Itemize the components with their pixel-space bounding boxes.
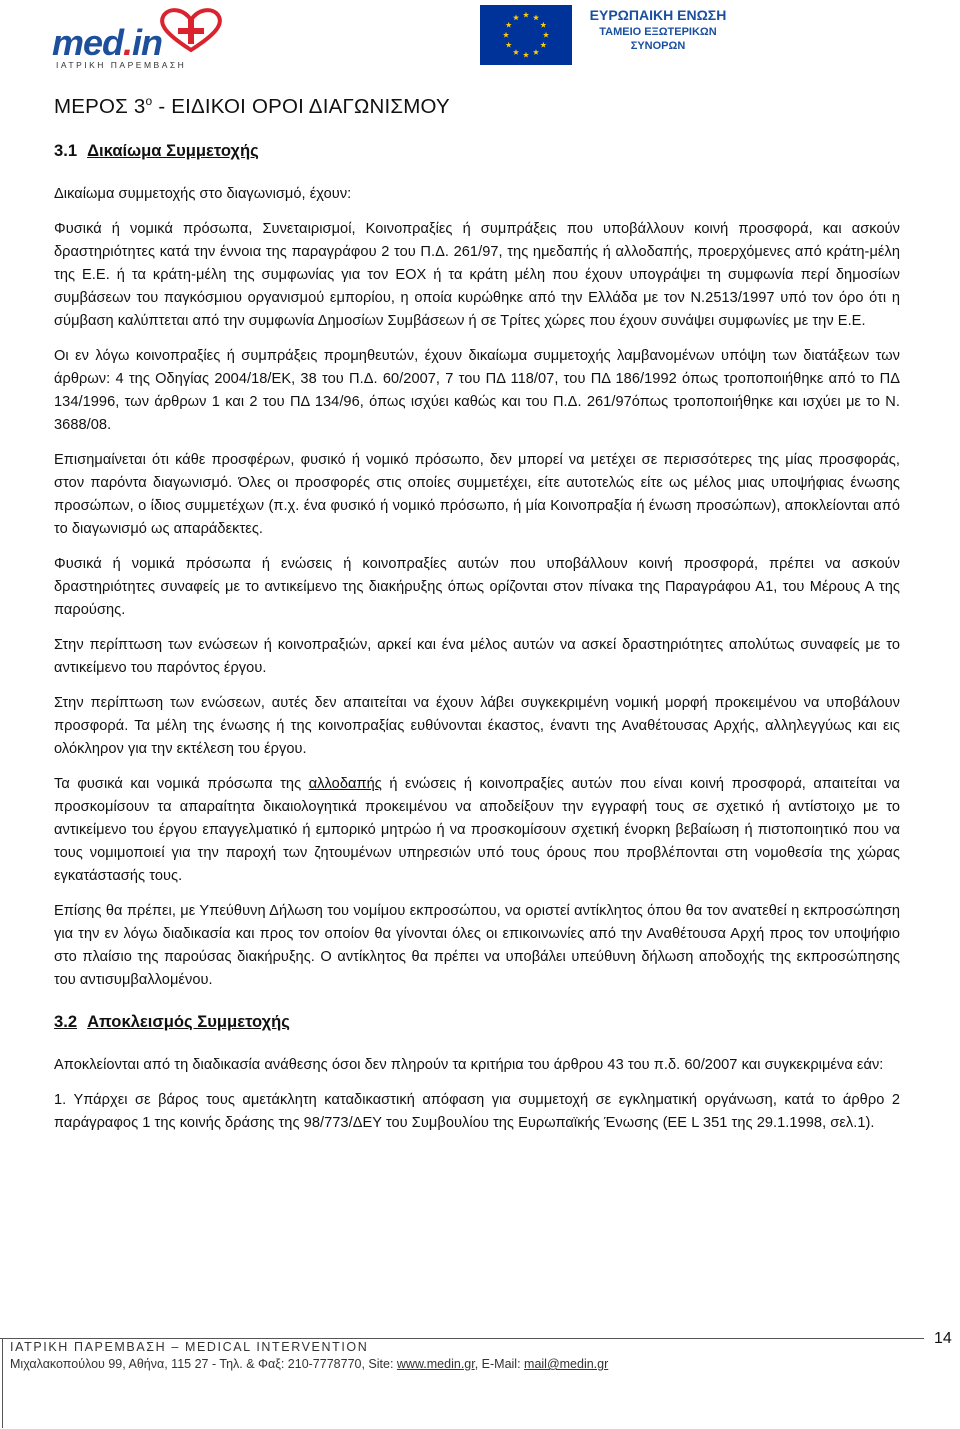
eu-stars [480,5,572,65]
paragraph: Δικαίωμα συμμετοχής στο διαγωνισμό, έχουν: [54,185,352,202]
list-item: 1. Υπάρχει σε βάρος τους αμετάκλητη καταδικαστική απόφαση για συμμετοχή σε εγκληματική οργάνωση, κατά το άρθρο 2 παράγραφος 1 της κοινής δράσης της 98/773/ΔΕΥ του Συμβουλίου της Ευρωπαϊκής Ένωσης (ΕΕ L 351 της 29.1.1998, σελ.1). [54,1091,900,1131]
eu-star [543,32,549,38]
paragraph: Στην περίπτωση των ενώσεων, αυτές δεν απαιτείται να έχουν λάβει συγκεκριμένη νομική μορφή προκειμένου να υποβάλουν προσφορά. Τα μέλη της ένωσης ή της κοινοπραξίας ευθύνονται έκαστος, έναντι της Αναθέτουσας Αρχής, αλληλεγγύως και εις ολόκληρον για την εκτέλεση του έργου. [54,694,900,757]
eu-star [540,42,546,48]
paragraph: Επίσης θα πρέπει, με Υπεύθυνη Δήλωση του νομίμου εκπροσώπου, να οριστεί αντίκλητος όπου θα τον ανατεθεί η εκπροσώπηση για την εν λόγω διαδικασία και προς τον οποίον θα γίνονται όλες οι επικοινωνίες από την Αναθέτουσα Αρχή προς τον υποψήφιο στο πλαίσιο της παρούσας διακήρυξης. Ο αντίκλητος θα πρέπει να υποβάλει υπεύθυνη δήλωση αποδοχής της εκπροσώπησης του αντισυμβαλλομένου. [54,902,900,988]
medin-logo [52,8,352,72]
eu-star [533,49,539,55]
footer-contact: Μιχαλακοπούλου 99, Αθήνα, 115 27 - Τηλ. & Φαξ: 210-7778770, Site: www.medin.gr, E-Mail: mail@medin.gr [10,1357,609,1371]
logo-wordmark: med.in [52,22,163,63]
eu-flag-icon [480,5,572,65]
paragraph: Φυσικά ή νομικά πρόσωπα, Συνεταιρισμοί, Κοινοπραξίες ή συμπράξεις που υποβάλλουν κοινή προσφορά, και ασκούν δραστηριότητες κατά την έννοια της παραγράφου 2 του Π.Δ. 261/97, της ημεδαπής ή αλλοδαπής, προερχόμενες από κράτη-μέλη της Ε.Ε. ή τα κράτη-μέλη της συμφωνίας για τον ΕΟΧ ή τα κράτη μέλη που έχουν υπογράψει τη συμφωνία περί δημοσίων συμβάσεων του παγκόσμιου οργανισμού εμπορίου, η οποία κυρώθηκε από την Ελλάδα με τον Ν.2513/1997 υπό τον όρο ότι η σύμβαση καλύπτεται από την συμφωνία Δημοσίων Συμβάσεων ή σε Τρίτες χώρες που έχουν συνάψει συμφωνίες με την Ε.Ε. [54,220,900,329]
footer-divider [0,1338,924,1339]
page-footer [0,1330,960,1429]
footer-organization: ΙΑΤΡΙΚΗ ΠΑΡΕΜΒΑΣΗ – MEDICAL INTERVENTION [10,1340,369,1354]
section-heading-3-1: 3.1 Δικαίωμα Συμμετοχής [54,140,259,160]
footer-vertical-divider [2,1338,3,1428]
eu-star [506,42,512,48]
paragraph: Αποκλείονται από τη διαδικασία ανάθεσης όσοι δεν πληρούν τα κριτήρια του άρθρου 43 του π.δ. 60/2007 και συγκεκριμένα εάν: [54,1056,884,1073]
eu-line3: ΣΥΝΟΡΩΝ [630,40,686,52]
eu-line1: ΕΥΡΩΠΑΙΚΗ ΕΝΩΣΗ [589,7,727,23]
section-heading-3-2: 3.2 Αποκλεισμός Συμμετοχής [54,1011,290,1031]
logo-subtitle: ΙΑΤΡΙΚΗ ΠΑΡΕΜΒΑΣΗ [56,60,187,70]
site-link[interactable]: www.medin.gr [396,1357,475,1371]
paragraph-foreign: Τα φυσικά και νομικά πρόσωπα της αλλοδαπής ή ενώσεις ή κοινοπραξίες αυτών που είναι κοινή προσφορά, απαιτείται να προσκομίσουν τα απαραίτητα δικαιολογητικά προκειμένου να αποδείξουν την εγγραφή τους σε σχετικό ή αντίστοιχο με το αντικείμενο του έργου επαγγελματικό ή εμπορικό μητρώο ή να προσκομίσουν σχετική ένορκη βεβαίωση ή πιστοποιητικό που να τους νομιμοποιεί για την παροχή των ζητουμένων υπηρεσιών υπό τους όρους που προβλέπονται στη νομοθεσία της χώρας εγκατάστασής τους. [54,775,900,884]
eu-star [523,52,529,58]
paragraph: Φυσικά ή νομικά πρόσωπα ή ενώσεις ή κοινοπραξίες αυτών που υποβάλλουν κοινή προσφορά, πρέπει να ασκούν δραστηριότητες συναφείς με το αντικείμενο της διακήρυξης όπως ορίζονται στον πίνακα της Παραγράφου Α1, του Μέρους Α της παρούσης. [54,555,900,618]
eu-star [513,14,519,20]
document-body [54,94,900,1147]
eu-star [533,14,539,20]
eu-line2: ΤΑΜΕΙΟ ΕΞΩΤΕΡΙΚΩΝ [599,26,717,38]
page-number: 14 [934,1330,952,1347]
email-link[interactable]: mail@medin.gr [524,1357,609,1371]
eu-star [506,22,512,28]
eu-star [540,22,546,28]
page-title: ΜΕΡΟΣ $3^o$ - ΕΙΔΙΚΟΙ ΟΡΟΙ ΔΙΑΓΩΝΙΣΜΟΥ [54,94,450,118]
paragraph: Επισημαίνεται ότι κάθε προσφέρων, φυσικό ή νομικό πρόσωπο, δεν μπορεί να μετέχει σε περισσότερες της μίας προσφοράς, στον παρόντα διαγωνισμό. Όλες οι προσφορές στις οποίες συμμετέχει, είτε αυτοτελώς είτε ως μέλος μιας υποψήφιας ένωσης προσώπων, ο ίδιος συμμετέχων (π.χ. ένα φυσικό ή νομικό πρόσωπο, ή μία Κοινοπραξία ή ένωση προσώπων), αποκλείονται από το διαγωνισμό ως απαράδεκτες. [54,451,900,537]
eu-star [503,32,509,38]
paragraph: Οι εν λόγω κοινοπραξίες ή συμπράξεις προμηθευτών, έχουν δικαίωμα συμμετοχής λαμβανομένων υπόψη των διατάξεων των άρθρων: 4 της Οδηγίας 2004/18/ΕΚ, 38 του Π.Δ. 60/2007, 7 του ΠΔ 118/07, του ΠΔ 186/1992 όπως τροποποιήθηκε από το ΠΔ 134/1996, των άρθρων 1 και 2 του ΠΔ 134/96, όπως ισχύει καθώς και του Π.Δ. 261/97όπως τροποποιήθηκε και ισχύει με το Ν. 3688/08. [54,347,900,433]
paragraph: Στην περίπτωση των ενώσεων ή κοινοπραξιών, αρκεί και ένα μέλος αυτών να ασκεί δραστηριότητες απολύτως συναφείς με το αντικείμενο του παρόντος έργου. [54,636,900,676]
page-header [0,0,960,80]
eu-fund-label [578,6,738,53]
heart-icon [156,6,226,54]
eu-star [513,49,519,55]
underlined-word: αλλοδαπής [308,775,382,792]
eu-star [523,12,529,18]
